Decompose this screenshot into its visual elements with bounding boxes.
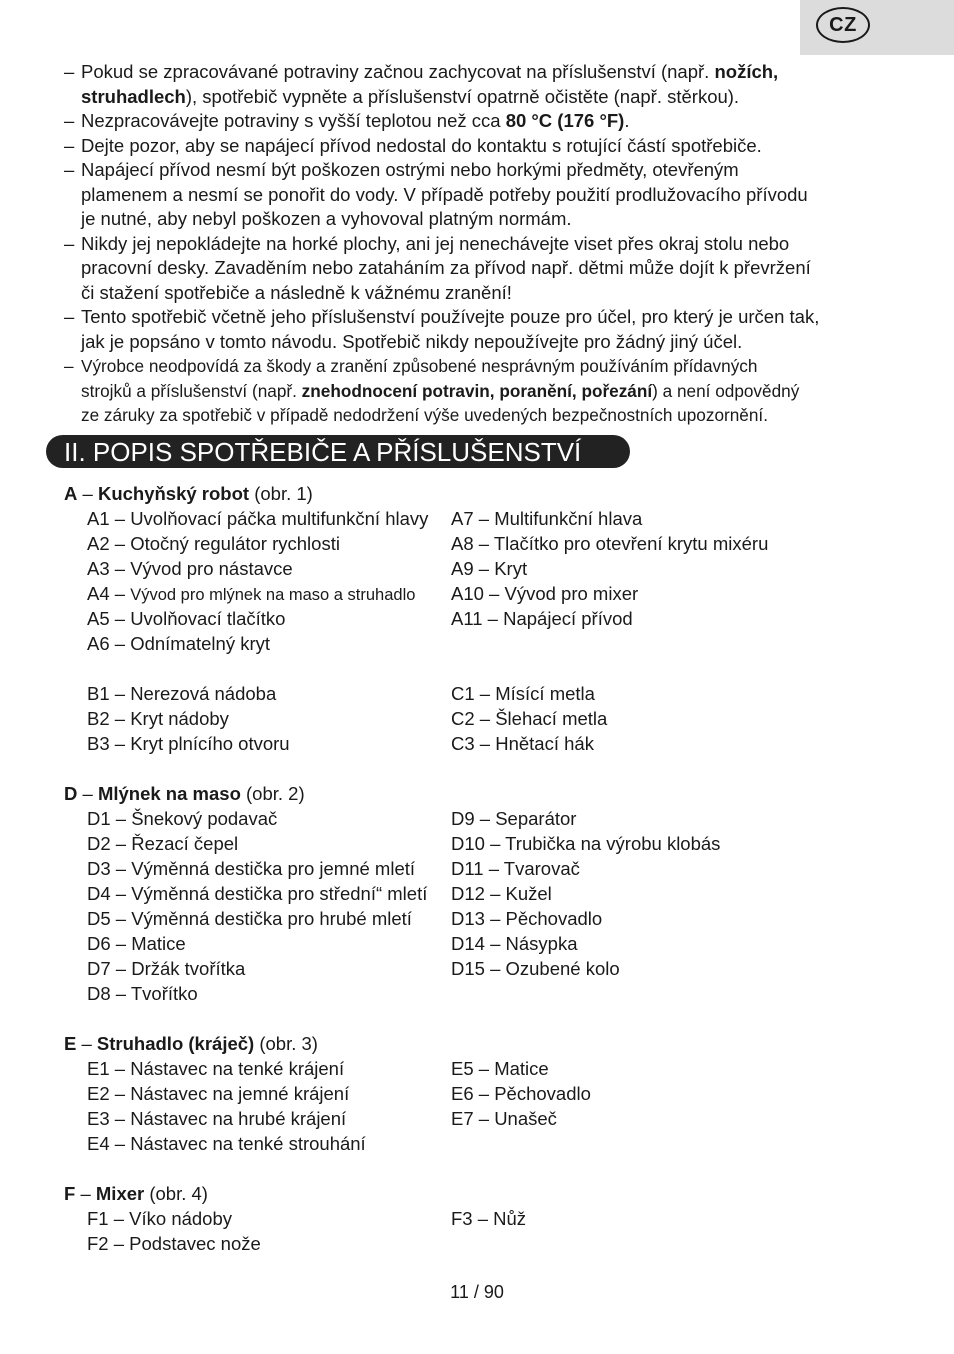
part-item: D13 – Pěchovadlo — [451, 908, 603, 929]
group-name: Struhadlo (kráječ) — [96, 1033, 255, 1054]
part-item: A9 – Kryt — [451, 558, 528, 579]
part-item: F3 – Nůž — [451, 1208, 527, 1229]
safety-bullet — [64, 60, 914, 109]
parts-row — [64, 581, 924, 606]
part-item: E5 – Matice — [451, 1058, 549, 1079]
parts-row — [64, 531, 924, 556]
part-item: A5 – Uvolňovací tlačítko — [87, 608, 286, 629]
bullet-text: ), spotřebič vypněte a příslušenství opatrně očistěte (např. stěrkou). — [185, 85, 740, 107]
part-item: D12 – Kužel — [451, 883, 552, 904]
parts-group — [64, 1181, 924, 1256]
part-item: D15 – Ozubené kolo — [451, 958, 620, 979]
bullet-text: Tento spotřebič včetně jeho příslušenství používejte pouze pro účel, pro který je určen tak, — [81, 306, 820, 327]
bullet-text: strojků a příslušenství (např. — [81, 380, 302, 401]
page-number: 11 / 90 — [450, 1282, 504, 1302]
parts-group — [64, 681, 924, 756]
part-item: B1 – Nerezová nádoba — [87, 683, 277, 704]
figure-ref: (obr. 2) — [240, 783, 305, 804]
group-dash: – — [77, 483, 98, 504]
part-item: A3 – Vývod pro nástavce — [87, 558, 293, 579]
part-item: A7 – Multifunkční hlava — [451, 508, 643, 529]
group-heading — [64, 781, 924, 806]
part-item: A8 – Tlačítko pro otevření krytu mixéru — [451, 533, 769, 554]
bullet-text: pracovní desky. Zavaděním nebo zataháním za přívod např. dětmi může dojít k převržení — [81, 257, 811, 278]
part-item: D10 – Trubička na výrobu klobás — [451, 833, 721, 854]
bullet-dash: – — [64, 134, 75, 156]
bullet-dash: – — [64, 61, 75, 82]
group-name: Mlýnek na maso — [97, 783, 241, 804]
parts-row — [64, 1231, 924, 1256]
part-item: C2 – Šlehací metla — [451, 708, 608, 729]
parts-row — [64, 831, 924, 856]
parts-row — [64, 706, 924, 731]
part-item: D6 – Matice — [87, 933, 186, 954]
parts-row — [64, 1206, 924, 1231]
group-dash: – — [76, 1033, 97, 1054]
safety-bullet — [64, 354, 914, 428]
parts-list — [64, 481, 924, 1281]
part-item: A6 – Odnímatelný kryt — [87, 633, 271, 654]
group-letter: D — [64, 783, 78, 804]
safety-bullet — [64, 158, 914, 232]
parts-row — [64, 731, 924, 756]
part-item: A1 – Uvolňovací páčka multifunkční hlavy — [87, 508, 429, 529]
bullet-text: jak je popsáno v tomto návodu. Spotřebič nikdy nepoužívejte pro žádný jiný účel. — [81, 330, 743, 352]
safety-bullet — [64, 134, 914, 159]
part-item: D3 – Výměnná destička pro jemné mletí — [87, 858, 416, 879]
parts-row — [64, 931, 924, 956]
safety-bullet — [64, 232, 914, 306]
group-letter: F — [64, 1183, 76, 1204]
part-item: A11 – Napájecí přívod — [451, 608, 633, 629]
parts-row — [64, 1131, 924, 1156]
part-item: C3 – Hnětací hák — [451, 733, 594, 754]
section-heading: II. POPIS SPOTŘEBIČE A PŘÍSLUŠENSTVÍ — [46, 435, 630, 468]
bullet-text: Pokud se zpracovávané potraviny začnou zachycovat na příslušenství (např. — [81, 61, 715, 82]
group-name: Kuchyňský robot — [97, 483, 250, 504]
group-dash: – — [77, 783, 98, 804]
parts-row — [64, 956, 924, 981]
language-badge: CZ — [816, 7, 870, 43]
group-heading — [64, 1181, 924, 1206]
parts-group — [64, 781, 924, 1006]
part-item: E6 – Pěchovadlo — [451, 1083, 591, 1104]
bullet-dash: – — [64, 110, 75, 131]
bullet-dash: – — [64, 356, 74, 376]
part-item: B3 – Kryt plnícího otvoru — [87, 733, 290, 754]
group-letter: E — [64, 1033, 77, 1054]
part-item: D1 – Šnekový podavač — [87, 808, 278, 829]
bullet-bold-text: struhadlech — [81, 85, 186, 107]
safety-bullet — [64, 305, 914, 354]
figure-ref: (obr. 1) — [249, 483, 313, 504]
part-item: E3 – Nástavec na hrubé krájení — [87, 1108, 347, 1129]
bullet-bold-text: nožích, — [714, 61, 779, 82]
bullet-text: plamenem a nesmí se ponořit do vody. V případě potřeby použití prodlužovacího přívodu — [81, 183, 808, 205]
part-item: E2 – Nástavec na jemné krájení — [87, 1083, 350, 1104]
bullet-dash: – — [64, 159, 75, 180]
bullet-text: Výrobce neodpovídá za škody a zranění způsobené nesprávným používáním přídavných — [81, 356, 758, 376]
part-item: D8 – Tvořítko — [87, 983, 198, 1004]
group-dash: – — [75, 1183, 96, 1204]
figure-ref: (obr. 4) — [144, 1183, 208, 1204]
part-item: D14 – Násypka — [451, 933, 578, 954]
part-item: D4 – Výměnná destička pro střední“ mletí — [87, 883, 428, 904]
safety-bullet — [64, 109, 914, 134]
part-item: A10 – Vývod pro mixer — [451, 583, 639, 604]
parts-row — [64, 506, 924, 531]
group-heading — [64, 481, 924, 506]
parts-row — [64, 556, 924, 581]
part-item: E7 – Unašeč — [451, 1108, 557, 1129]
group-name: Mixer — [95, 1183, 145, 1204]
bullet-bold-text: 80 °C (176 °F) — [505, 110, 625, 131]
part-item: D7 – Držák tvořítka — [87, 958, 246, 979]
bullet-text: ) a není odpovědný — [652, 380, 800, 401]
part-item: D5 – Výměnná destička pro hrubé mletí — [87, 908, 412, 929]
bullet-text: či stažení spotřebiče a následně k vážnému zranění! — [81, 281, 512, 303]
part-item: D9 – Separátor — [451, 808, 577, 829]
parts-row — [64, 631, 924, 656]
part-item: D11 – Tvarovač — [451, 858, 580, 879]
part-item: F2 – Podstavec nože — [87, 1233, 261, 1254]
part-item: D2 – Řezací čepel — [87, 833, 239, 854]
part-item: F1 – Víko nádoby — [87, 1208, 233, 1229]
parts-row — [64, 1081, 924, 1106]
part-item — [64, 581, 451, 606]
parts-row — [64, 681, 924, 706]
bullet-text: Nikdy jej nepokládejte na horké plochy, ani jej nenechávejte viset přes okraj stolu nebo — [81, 232, 790, 254]
bullet-text: . — [624, 110, 630, 131]
parts-row — [64, 606, 924, 631]
part-item: C1 – Mísící metla — [451, 683, 595, 704]
part-label: Vývod pro mlýnek na maso a struhadlo — [130, 586, 416, 604]
parts-group — [64, 481, 924, 656]
parts-row — [64, 906, 924, 931]
parts-row — [64, 881, 924, 906]
part-item: A2 – Otočný regulátor rychlosti — [87, 533, 340, 554]
parts-row — [64, 981, 924, 1006]
bullet-text: Dejte pozor, aby se napájecí přívod nedostal do kontaktu s rotující částí spotřebiče. — [81, 134, 762, 156]
parts-row — [64, 806, 924, 831]
parts-group — [64, 1031, 924, 1156]
parts-row — [64, 856, 924, 881]
part-item: E1 – Nástavec na tenké krájení — [87, 1058, 345, 1079]
bullet-text: Nezpracovávejte potraviny s vyšší teplotou než cca — [81, 110, 506, 131]
bullet-text: je nutné, aby nebyl poškozen a vyhovoval platným normám. — [81, 208, 572, 229]
bullet-dash: – — [64, 232, 75, 254]
safety-bullet-list — [64, 60, 914, 428]
bullet-bold-text: znehodnocení potravin, poranění, pořezání — [301, 380, 653, 401]
bullet-dash: – — [64, 306, 75, 327]
parts-row — [64, 1106, 924, 1131]
group-heading — [64, 1031, 924, 1056]
part-item: E4 – Nástavec na tenké strouhání — [87, 1133, 366, 1154]
bullet-text: Napájecí přívod nesmí být poškozen ostrými nebo horkými předměty, otevřeným — [81, 159, 739, 180]
part-item: B2 – Kryt nádoby — [87, 708, 229, 729]
bullet-text: ze záruky za spotřebič v případě nedodržení výše uvedených bezpečnostních upozornění. — [81, 405, 768, 425]
part-code: A4 – — [87, 583, 131, 604]
figure-ref: (obr. 3) — [254, 1033, 318, 1054]
parts-row — [64, 1056, 924, 1081]
language-tab — [800, 0, 954, 55]
group-letter: A — [64, 483, 78, 504]
